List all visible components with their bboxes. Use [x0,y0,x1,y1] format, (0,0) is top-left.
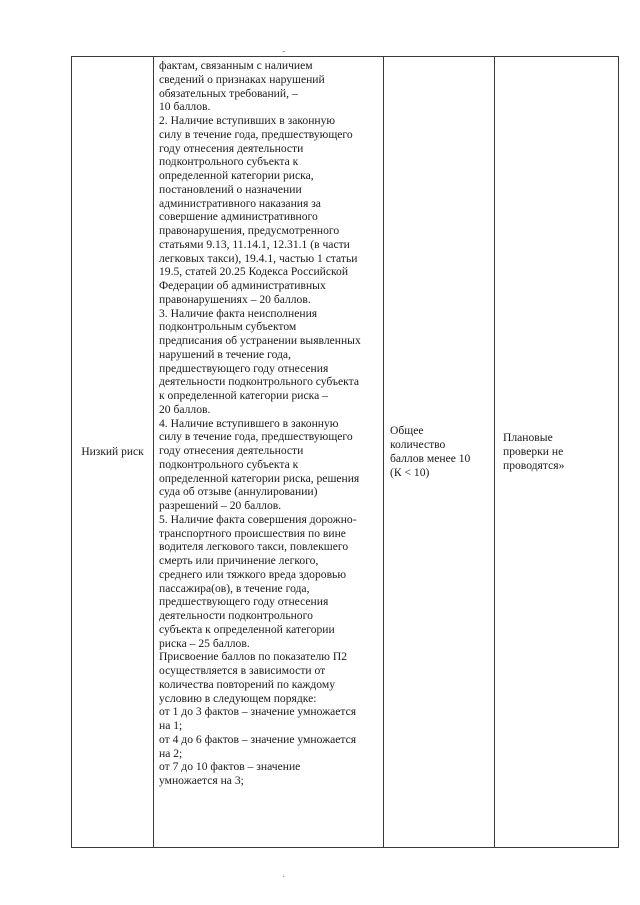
total-score-text [384,424,494,479]
criteria-line: от 1 до 3 фактов – значение умножается [159,705,357,719]
criteria-line: определенной категории риска, решения [159,471,360,485]
criteria-line: 2. Наличие вступивших в законную [159,114,336,127]
criteria-line: деятельности подконтрольного субъекта [159,375,359,389]
criteria-line: суда об отзыве (аннулировании) [159,485,318,499]
total-score-line: количество [390,438,446,452]
criteria-line: силу в течение года, предшествующего [159,127,353,141]
inspection-text [495,431,618,472]
inspection-line: проверки не [503,445,564,459]
criteria-line: году отнесения деятельности [159,444,304,457]
criteria-line: статьями 9.13, 11.14.1, 12.31.1 (в части [159,237,350,251]
total-score-line: (К < 10) [390,465,430,479]
table-row [72,57,619,848]
criteria-line: 10 баллов. [159,100,211,114]
criteria-line: правонарушениях – 20 баллов. [159,292,311,306]
criteria-cell [154,57,384,848]
risk-level-cell [72,57,154,848]
criteria-line: от 7 до 10 фактов – значение [159,760,301,774]
risk-level-label: Низкий риск [81,446,144,458]
criteria-line: легковых такси), 19.4.1, частью 1 статьи [159,251,358,265]
criteria-line: разрешений – 20 баллов. [159,499,282,512]
criteria-line: пассажира(ов), в течение года, [159,581,310,595]
page-bottom-mark: · [282,872,286,883]
criteria-line: количества повторений по каждому [159,677,335,691]
criteria-line: сведений о признаках нарушений [159,72,325,86]
criteria-line: 4. Наличие вступившего в законную [159,416,339,430]
page-top-mark: - [282,46,286,57]
criteria-line: 5. Наличие факта совершения дорожно- [159,512,357,526]
criteria-line: осуществляется в зависимости от [159,664,326,677]
criteria-line: на 2; [159,746,183,760]
total-score-cell [384,57,495,848]
risk-criteria-table [71,56,619,848]
inspection-line: Плановые [503,431,553,445]
criteria-line: административного наказания за [159,196,321,210]
criteria-line: подконтрольным субъектом [159,320,297,334]
criteria-line: на 1; [159,719,183,732]
criteria-line: фактам, связанным с наличием [159,59,313,72]
criteria-line: совершение административного [159,210,318,224]
criteria-line: 20 баллов. [159,402,211,416]
criteria-line: силу в течение года, предшествующего [159,430,353,444]
criteria-line: водителя легкового такси, повлекшего [159,540,349,554]
criteria-line: транспортного происшествия по вине [159,526,346,540]
criteria-line: 19.5, статей 20.25 Кодекса Российской [159,265,349,279]
criteria-line: к определенной категории риска – [159,389,328,402]
total-score-line: Общее [390,424,424,438]
criteria-line: Федерации об административных [159,279,326,292]
inspection-line: проводятся» [503,458,565,472]
criteria-line: субъекта к определенной категории [159,622,335,636]
criteria-line: обязательных требований, – [159,86,298,100]
criteria-line: подконтрольного субъекта к [159,457,299,471]
criteria-line: среднего или тяжкого вреда здоровью [159,567,346,581]
criteria-line: постановлений о назначении [159,182,302,196]
total-score-line: баллов менее 10 [390,452,471,465]
criteria-line: деятельности подконтрольного [159,609,313,622]
criteria-line: умножается на 3; [159,774,244,787]
criteria-line: предшествующего году отнесения [159,595,329,609]
criteria-line: условию в следующем порядке: [159,691,317,705]
criteria-line: подконтрольного субъекта к [159,155,299,169]
criteria-line: году отнесения деятельности [159,141,304,155]
criteria-line: определенной категории риска, [159,169,314,182]
criteria-line: Присвоение баллов по показателю П2 [159,650,347,664]
criteria-line: от 4 до 6 фактов – значение умножается [159,732,357,746]
inspection-cell [495,57,619,848]
criteria-line: правонарушения, предусмотренного [159,224,340,237]
criteria-text [154,57,383,788]
criteria-line: риска – 25 баллов. [159,636,250,650]
criteria-line: предписания об устранении выявленных [159,334,361,347]
criteria-line: предшествующего году отнесения [159,361,329,375]
criteria-line: 3. Наличие факта неисполнения [159,306,318,320]
criteria-line: смерть или причинение легкого, [159,554,319,567]
criteria-line: нарушений в течение года, [159,347,291,361]
